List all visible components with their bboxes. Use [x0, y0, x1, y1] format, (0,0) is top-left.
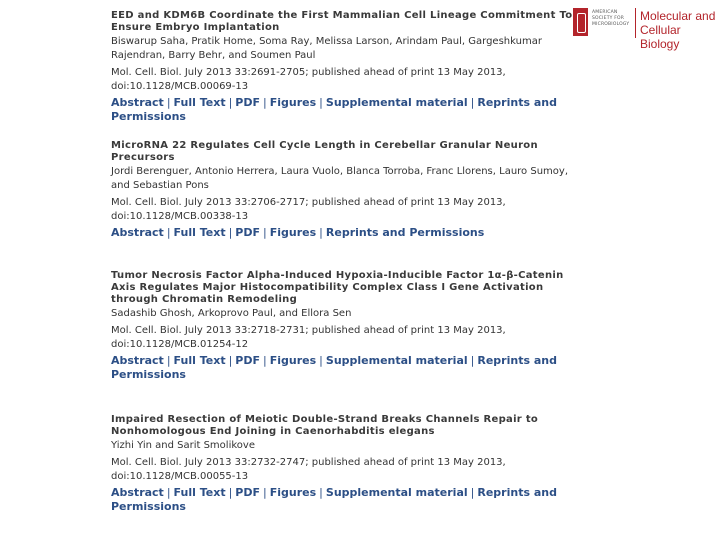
article-title: Impaired Resection of Meiotic Double-Strand Breaks Channels Repair to Nonhomologous End Joining in Caenorhabditis elegans	[111, 414, 539, 437]
society-name-line: SOCIETY FOR	[592, 16, 625, 21]
society-name	[592, 10, 632, 28]
link-separator: |	[228, 486, 233, 499]
link-separator: |	[166, 354, 171, 367]
reprints-and-permissions-link[interactable]: Reprints and Permissions	[325, 226, 485, 239]
pdf-link[interactable]: PDF	[235, 486, 261, 499]
link-separator: |	[228, 96, 233, 109]
abstract-link[interactable]: Abstract	[111, 96, 164, 109]
article-links	[111, 96, 581, 124]
article-citation: Mol. Cell. Biol. July 2013 33:2732-2747; published ahead of print 13 May 2013, doi:10.1128/MCB.00055-13	[111, 457, 506, 482]
link-separator: |	[263, 226, 267, 239]
article-entry	[111, 10, 581, 140]
reprints-and-permissions-link[interactable]: Reprints and Permissions	[111, 486, 557, 513]
logo-divider	[635, 8, 636, 38]
link-separator: |	[166, 486, 171, 499]
abstract-link[interactable]: Abstract	[111, 354, 164, 367]
link-separator: |	[263, 96, 267, 109]
link-separator: |	[319, 486, 323, 499]
article-authors: Sadashib Ghosh, Arkoprovo Paul, and Ellora Sen	[111, 308, 352, 319]
pdf-link[interactable]: PDF	[235, 354, 261, 367]
abstract-link[interactable]: Abstract	[111, 486, 164, 499]
article-citation: Mol. Cell. Biol. July 2013 33:2718-2731; published ahead of print 13 May 2013, doi:10.1128/MCB.01254-12	[111, 325, 506, 350]
article-entry	[111, 270, 581, 414]
article-title: MicroRNA 22 Regulates Cell Cycle Length in Cerebellar Granular Neuron Precursors	[111, 140, 538, 163]
full-text-link[interactable]: Full Text	[173, 226, 226, 239]
article-list	[111, 10, 581, 544]
reprints-and-permissions-link[interactable]: Reprints and Permissions	[111, 354, 557, 381]
supplemental-material-link[interactable]: Supplemental material	[325, 96, 468, 109]
full-text-link[interactable]: Full Text	[173, 354, 226, 367]
article-links	[111, 486, 581, 514]
abstract-link[interactable]: Abstract	[111, 226, 164, 239]
full-text-link[interactable]: Full Text	[173, 486, 226, 499]
figures-link[interactable]: Figures	[269, 226, 317, 239]
figures-link[interactable]: Figures	[269, 486, 317, 499]
link-separator: |	[166, 96, 171, 109]
journal-logo	[573, 6, 720, 51]
link-separator: |	[319, 354, 323, 367]
article-title: Tumor Necrosis Factor Alpha-Induced Hypoxia-Inducible Factor 1α-β-Catenin Axis Regulates Major Histocompatibility Complex Class I Gene Activation through Chromatin Remodeling	[111, 270, 564, 305]
figures-link[interactable]: Figures	[269, 354, 317, 367]
reprints-and-permissions-link[interactable]: Reprints and Permissions	[111, 96, 557, 123]
society-name-line: AMERICAN	[592, 10, 618, 15]
link-separator: |	[470, 354, 475, 367]
article-authors: Yizhi Yin and Sarit Smolikove	[111, 440, 255, 451]
link-separator: |	[228, 354, 233, 367]
pdf-link[interactable]: PDF	[235, 226, 261, 239]
article-title: EED and KDM6B Coordinate the First Mammalian Cell Lineage Commitment To Ensure Embryo Implantation	[111, 10, 573, 33]
journal-name	[640, 9, 720, 51]
journal-name-line: Cellular Biology	[640, 23, 681, 51]
link-separator: |	[263, 486, 267, 499]
article-citation: Mol. Cell. Biol. July 2013 33:2706-2717; published ahead of print 13 May 2013, doi:10.1128/MCB.00338-13	[111, 197, 506, 222]
supplemental-material-link[interactable]: Supplemental material	[325, 354, 468, 367]
link-separator: |	[228, 226, 233, 239]
article-links	[111, 226, 581, 240]
link-separator: |	[319, 226, 323, 239]
link-separator: |	[470, 96, 475, 109]
article-links	[111, 354, 581, 382]
article-authors: Biswarup Saha, Pratik Home, Soma Ray, Melissa Larson, Arindam Paul, Gargeshkumar Rajendran, Barry Behr, and Soumen Paul	[111, 36, 542, 61]
link-separator: |	[166, 226, 171, 239]
link-separator: |	[263, 354, 267, 367]
full-text-link[interactable]: Full Text	[173, 96, 226, 109]
link-separator: |	[470, 486, 475, 499]
figures-link[interactable]: Figures	[269, 96, 317, 109]
article-entry	[111, 414, 581, 544]
link-separator: |	[319, 96, 323, 109]
article-citation: Mol. Cell. Biol. July 2013 33:2691-2705; published ahead of print 13 May 2013, doi:10.1128/MCB.00069-13	[111, 67, 506, 92]
pdf-link[interactable]: PDF	[235, 96, 261, 109]
article-entry	[111, 140, 581, 270]
society-name-line: MICROBIOLOGY	[592, 22, 630, 27]
article-authors: Jordi Berenguer, Antonio Herrera, Laura Vuolo, Blanca Torroba, Franc Llorens, Lauro Sumoy, and Sebastian Pons	[111, 166, 568, 191]
supplemental-material-link[interactable]: Supplemental material	[325, 486, 468, 499]
journal-name-line: Molecular and	[640, 9, 716, 23]
